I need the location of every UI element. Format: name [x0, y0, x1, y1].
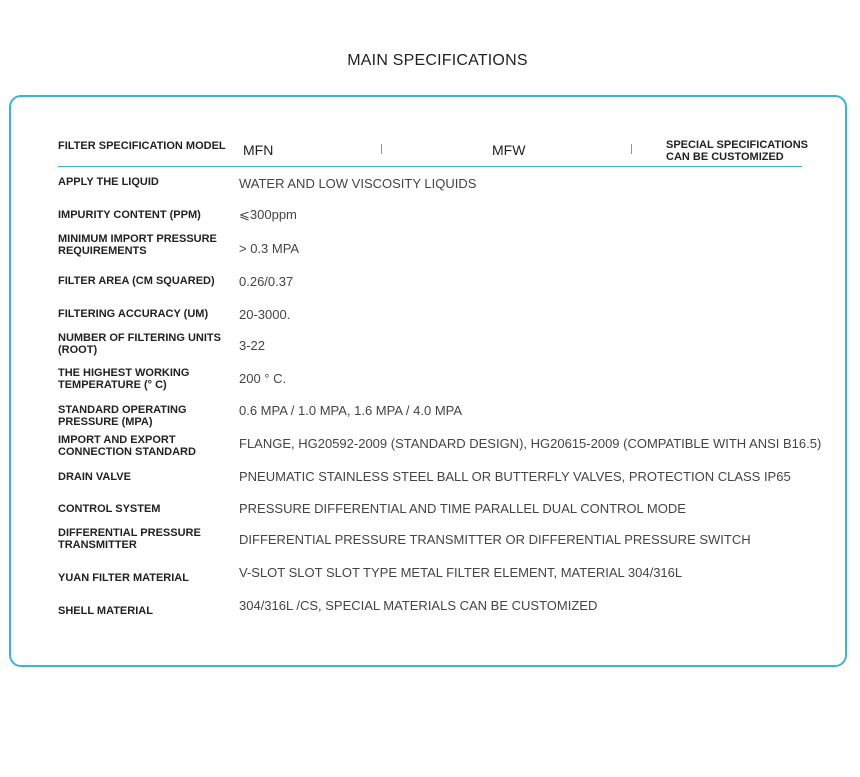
row-label: IMPURITY CONTENT (PPM): [58, 209, 201, 221]
row-value: 200 ° C.: [239, 371, 287, 386]
row-label: YUAN FILTER MATERIAL: [58, 572, 189, 584]
page-title: MAIN SPECIFICATIONS: [347, 52, 528, 69]
row-label: IMPORT AND EXPORT CONNECTION STANDARD: [58, 434, 196, 458]
header-special-note: SPECIAL SPECIFICATIONS CAN BE CUSTOMIZED: [666, 139, 809, 163]
row-value: 304/316L /CS, SPECIAL MATERIALS CAN BE CUSTOMIZED: [239, 598, 598, 613]
row-label: APPLY THE LIQUID: [58, 176, 159, 188]
row-label: MINIMUM IMPORT PRESSURE REQUIREMENTS: [58, 233, 217, 257]
header-model-mfw: MFW: [492, 142, 526, 158]
row-value: 3-22: [239, 338, 266, 353]
row-label: CONTROL SYSTEM: [58, 503, 161, 515]
row-label: THE HIGHEST WORKING TEMPERATURE (° C): [58, 367, 190, 391]
row-value: DIFFERENTIAL PRESSURE TRANSMITTER OR DIFFERENTIAL PRESSURE SWITCH: [239, 532, 751, 547]
row-value: 20-3000.: [239, 307, 291, 322]
header-label: FILTER SPECIFICATION MODEL: [58, 140, 226, 152]
row-value: WATER AND LOW VISCOSITY LIQUIDS: [239, 176, 477, 191]
row-label: SHELL MATERIAL: [58, 605, 153, 617]
column-separator: [631, 144, 632, 154]
table-header: [58, 139, 809, 167]
row-value: PNEUMATIC STAINLESS STEEL BALL OR BUTTERFLY VALVES, PROTECTION CLASS IP65: [239, 469, 791, 484]
row-label: STANDARD OPERATING PRESSURE (MPA): [58, 404, 187, 428]
row-label: DRAIN VALVE: [58, 471, 131, 483]
row-value: ⩽300ppm: [239, 207, 297, 222]
row-label: NUMBER OF FILTERING UNITS (ROOT): [58, 332, 221, 356]
column-separator: [381, 144, 382, 154]
row-value: 0.6 MPA / 1.0 MPA, 1.6 MPA / 4.0 MPA: [239, 403, 463, 418]
header-model-mfn: MFN: [243, 142, 274, 158]
row-value: PRESSURE DIFFERENTIAL AND TIME PARALLEL DUAL CONTROL MODE: [239, 501, 686, 516]
row-label: DIFFERENTIAL PRESSURE TRANSMITTER: [58, 527, 201, 551]
row-label: FILTER AREA (CM SQUARED): [58, 275, 215, 287]
row-value: > 0.3 MPA: [239, 241, 300, 256]
row-label: FILTERING ACCURACY (UM): [58, 308, 209, 320]
row-value: V-SLOT SLOT SLOT TYPE METAL FILTER ELEMENT, MATERIAL 304/316L: [239, 565, 683, 580]
row-value: FLANGE, HG20592-2009 (STANDARD DESIGN), HG20615-2009 (COMPATIBLE WITH ANSI B16.5): [239, 436, 822, 451]
row-value: 0.26/0.37: [239, 274, 294, 289]
